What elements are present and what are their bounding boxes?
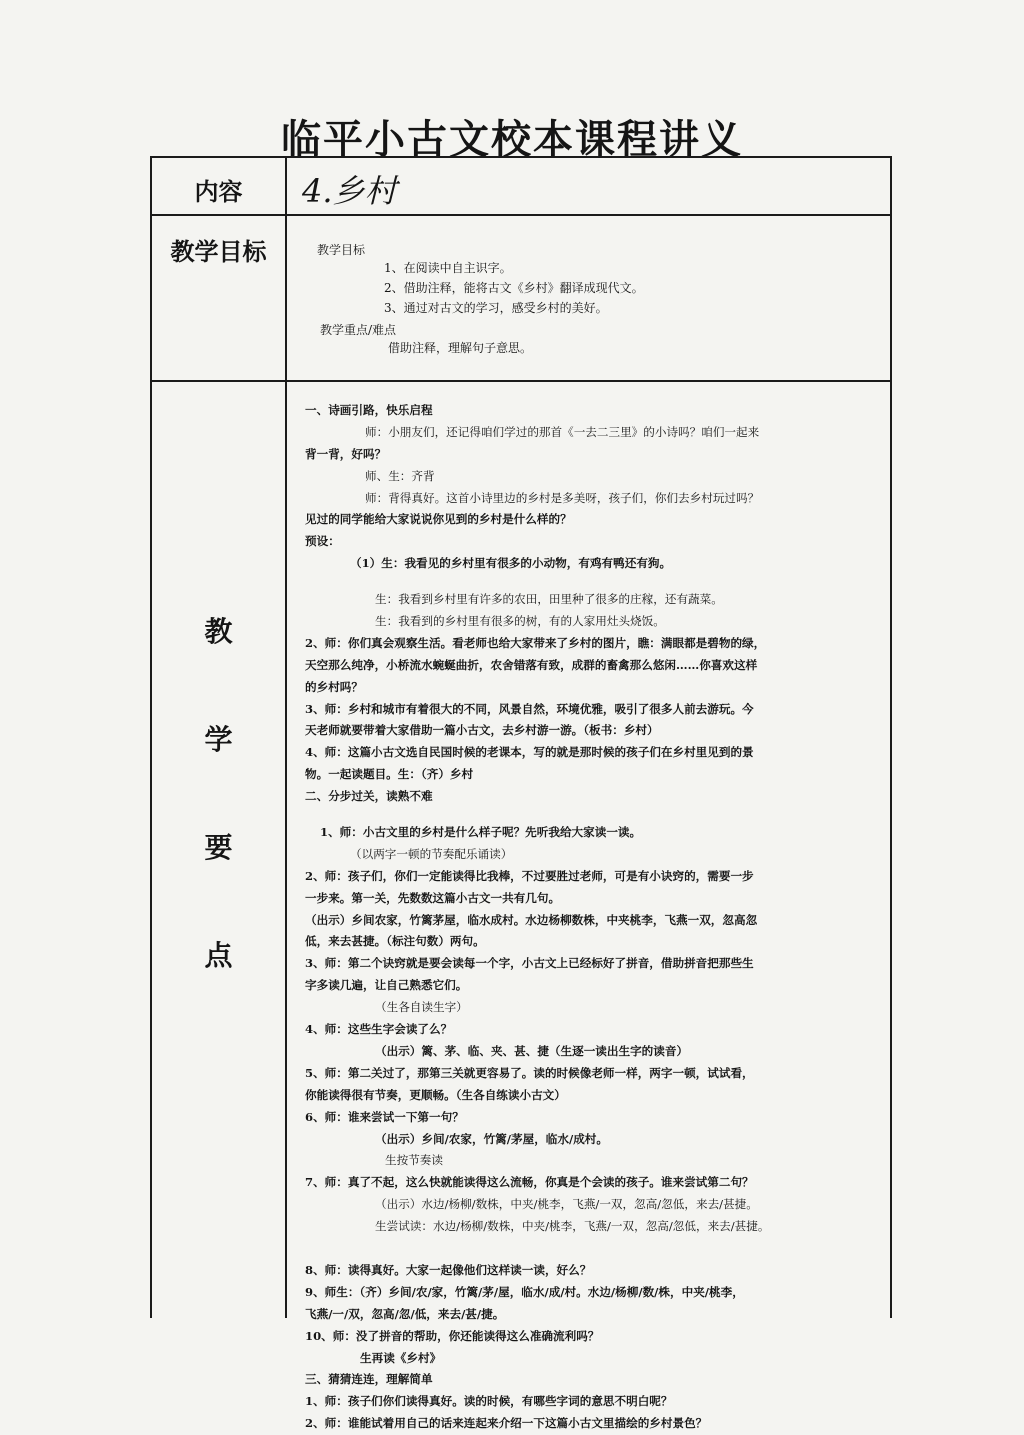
lesson-line: 7、师：真了不起，这么快就能读得这么流畅，你真是个会读的孩子。谁来尝试第二句？ bbox=[305, 1175, 754, 1190]
objective-item: 1、在阅读中自主识字。 bbox=[384, 261, 512, 275]
lesson-line: 生尝试读：水边/杨柳/数株，中夹/桃李，飞燕/一双，忽高/忽低，来去/甚捷。 bbox=[375, 1219, 770, 1234]
lesson-line: 预设： bbox=[305, 534, 340, 549]
lesson-line: 2、师：谁能试着用自己的话来连起来介绍一下这篇小古文里描绘的乡村景色？ bbox=[305, 1416, 708, 1431]
lesson-line: 2、师：孩子们，你们一定能读得比我棒，不过要胜过老师，可是有小诀窍的，需要一步 bbox=[305, 868, 754, 883]
side-label-char: 要 bbox=[204, 831, 233, 864]
side-label-char: 教 bbox=[204, 615, 233, 648]
objectives-label: 教学目标 bbox=[170, 238, 267, 266]
lesson-line: 飞燕/一/双，忽高/忽/低，来去/甚/捷。 bbox=[305, 1306, 505, 1321]
document-title: 临平小古文校本课程讲义 bbox=[281, 117, 743, 163]
lesson-line: 生按节奏读 bbox=[385, 1153, 443, 1168]
key-points-text: 借助注释，理解句子意思。 bbox=[388, 341, 533, 355]
lesson-line: 师、生：齐背 bbox=[365, 468, 435, 483]
objective-item: 3、通过对古文的学习，感受乡村的美好。 bbox=[384, 301, 608, 315]
lesson-line: 背一背，好吗？ bbox=[305, 446, 387, 461]
key-points-heading: 教学重点/难点 bbox=[320, 323, 397, 337]
lesson-line: （生各自读生字） bbox=[375, 1000, 468, 1015]
lesson-line: 10、师：没了拼音的帮助，你还能读得这么准确流利吗？ bbox=[305, 1328, 600, 1343]
lesson-line: （出示）乡间农家，竹篱茅屋，临水成村。水边杨柳数株，中夹桃李，飞燕一双，忽高忽 bbox=[305, 912, 758, 927]
line-spacer bbox=[305, 575, 890, 589]
lesson-line: 字多读几遍，让自己熟悉它们。 bbox=[305, 978, 468, 993]
line-spacer bbox=[305, 808, 890, 822]
lesson-line: 生：我看到的乡村里有很多的树，有的人家用灶头烧饭。 bbox=[375, 614, 665, 629]
side-label-char: 学 bbox=[204, 723, 233, 756]
lesson-line: 三、猜猜连连，理解简单 bbox=[305, 1372, 433, 1387]
lesson-line: 天空那么纯净，小桥流水蜿蜒曲折，农舍错落有致，成群的畜禽那么悠闲……你喜欢这样 bbox=[305, 657, 758, 672]
side-label-char: 点 bbox=[204, 939, 233, 972]
lesson-line: 生：我看到乡村里有许多的农田，田里种了很多的庄稼，还有蔬菜。 bbox=[375, 592, 723, 607]
lesson-line: 1、师：孩子们你们读得真好。读的时候，有哪些字词的意思不明白呢？ bbox=[305, 1394, 673, 1409]
lesson-line: 5、师：第二关过了，那第三关就更容易了。读的时候像老师一样，两字一顿，试试看， bbox=[305, 1065, 754, 1080]
lesson-line: 8、师：读得真好。大家一起像他们这样读一读，好么？ bbox=[305, 1262, 592, 1277]
lesson-line: 3、师：第二个诀窍就是要会读每一个字，小古文上已经标好了拼音，借助拼音把那些生 bbox=[305, 956, 754, 971]
lesson-line: 1、师：小古文里的乡村是什么样子呢？先听我给大家读一读。 bbox=[320, 825, 642, 840]
lesson-line: 的乡村吗？ bbox=[305, 679, 363, 694]
objectives-heading: 教学目标 bbox=[317, 243, 366, 257]
lesson-line: （出示）水边/杨柳/数株，中夹/桃李，飞燕/一双，忽高/忽低，来去/甚捷。 bbox=[375, 1197, 758, 1212]
lesson-line: 4、师：这篇小古文选自民国时候的老课本，写的就是那时候的孩子们在乡村里见到的景 bbox=[305, 745, 754, 760]
lesson-line: 2、师：你们真会观察生活。看老师也给大家带来了乡村的图片，瞧：满眼都是碧物的绿， bbox=[305, 635, 766, 650]
lesson-line: 物。一起读题目。生：（齐）乡村 bbox=[305, 767, 474, 782]
lesson-line: 你能读得很有节奏，更顺畅。（生各自练读小古文） bbox=[305, 1087, 566, 1102]
lesson-line: 见过的同学能给大家说说你见到的乡村是什么样的？ bbox=[305, 512, 572, 527]
label-column-divider bbox=[285, 158, 287, 1318]
lesson-line: 天老师就要带着大家借助一篇小古文，去乡村游一游。（板书：乡村） bbox=[305, 723, 659, 738]
lesson-line: 低，来去甚捷。（标注句数）两句。 bbox=[305, 934, 485, 949]
content-value: 4.乡村 bbox=[302, 172, 397, 210]
lesson-line: 师：背得真好。这首小诗里边的乡村是多美呀，孩子们，你们去乡村玩过吗？ bbox=[365, 490, 760, 505]
lesson-line: （出示）篱、茅、临、夹、甚、捷（生逐一读出生字的读音） bbox=[375, 1043, 689, 1058]
lesson-line: （出示）乡间/农家，竹篱/茅屋，临水/成村。 bbox=[375, 1131, 608, 1146]
lesson-line: 9、师生：（齐）乡间/农/家，竹篱/茅/屋，临水/成/村。水边/杨柳/数/株，中夹/桃李， bbox=[305, 1284, 744, 1299]
lesson-line: 一、诗画引路，快乐启程 bbox=[305, 403, 433, 417]
row-divider-content bbox=[152, 214, 890, 216]
lesson-line: 4、师：这些生字会读了么？ bbox=[305, 1022, 453, 1037]
line-spacer bbox=[305, 1238, 890, 1260]
lesson-line: 师：小朋友们，还记得咱们学过的那首《一去二三里》的小诗吗？咱们一起来 bbox=[365, 424, 760, 439]
lesson-line: （1）生：我看见的乡村里有很多的小动物，有鸡有鸭还有狗。 bbox=[350, 556, 672, 571]
lesson-line: 生再读《乡村》 bbox=[360, 1350, 442, 1365]
lesson-table bbox=[150, 156, 892, 1431]
lesson-line: （以两字一顿的节奏配乐诵读） bbox=[350, 846, 513, 861]
content-label: 内容 bbox=[194, 178, 243, 206]
lesson-line: 一步来。第一关，先数数这篇小古文一共有几句。 bbox=[305, 890, 561, 905]
lesson-body bbox=[305, 400, 890, 1435]
row-divider-objectives bbox=[152, 380, 890, 382]
lesson-line: 6、师：谁来尝试一下第一句？ bbox=[305, 1109, 464, 1124]
lesson-line: 二、分步过关，读熟不难 bbox=[305, 789, 433, 804]
objective-item: 2、借助注释，能将古文《乡村》翻译成现代文。 bbox=[384, 281, 644, 295]
lesson-line: 3、师：乡村和城市有着很大的不同，风景自然，环境优雅，吸引了很多人前去游玩。今 bbox=[305, 701, 754, 716]
